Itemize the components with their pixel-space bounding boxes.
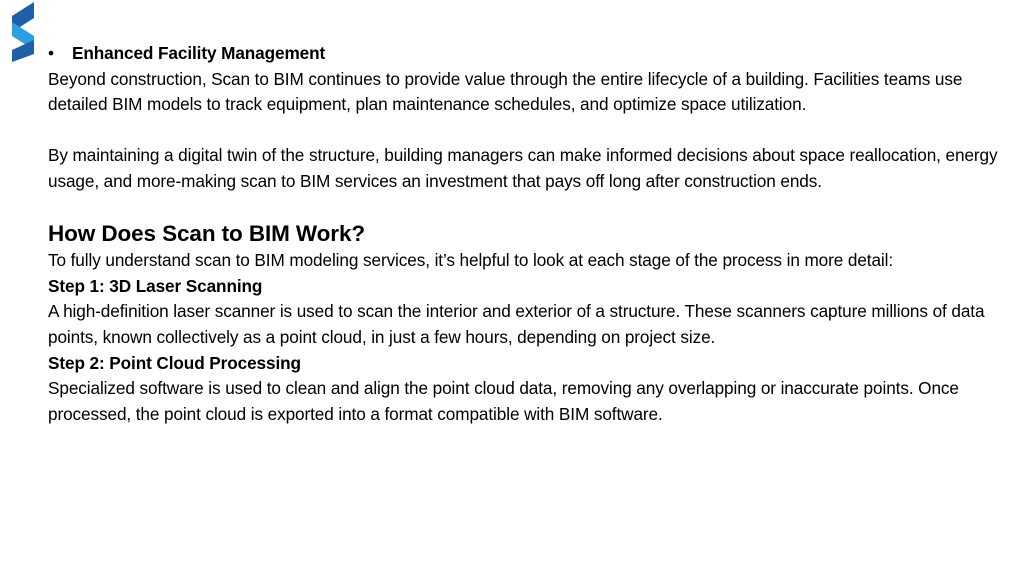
section-heading: Enhanced Facility Management <box>72 43 326 63</box>
step-2-body: Specialized software is used to clean and align the point cloud data, removing any overlapping or inaccurate points. Once processed, the point cloud is exported into a format compatible with BIM software. <box>48 378 959 424</box>
paragraph-lifecycle: Beyond construction, Scan to BIM continues to provide value through the entire lifecycle of a building. Facilities teams use detailed BIM models to track equipment, plan maintenance schedules, and optimize space utilization. <box>48 68 963 115</box>
s-logo-icon <box>8 2 38 62</box>
bullet-dot: • <box>48 43 54 63</box>
bullet-item <box>48 41 998 67</box>
step-1-title: Step 1: 3D Laser Scanning <box>48 275 263 296</box>
paragraph-digital-twin: By maintaining a digital twin of the structure, building managers can make informed decisions about space reallocation, energy usage, and more-making scan to BIM services an investment that pays off long after construction ends. <box>48 145 998 191</box>
step-2-title: Step 2: Point Cloud Processing <box>48 352 301 373</box>
step-1-body: A high-definition laser scanner is used to scan the interior and exterior of a structure. These scanners capture millions of data points, known collectively as a point cloud, in just a few hours, depending on project size. <box>48 301 985 347</box>
how-it-works-heading: How Does Scan to BIM Work? <box>48 221 366 247</box>
slide-content <box>48 41 998 427</box>
how-it-works-intro: To fully understand scan to BIM modeling services, it’s helpful to look at each stage of the process in more detail: <box>48 250 894 271</box>
